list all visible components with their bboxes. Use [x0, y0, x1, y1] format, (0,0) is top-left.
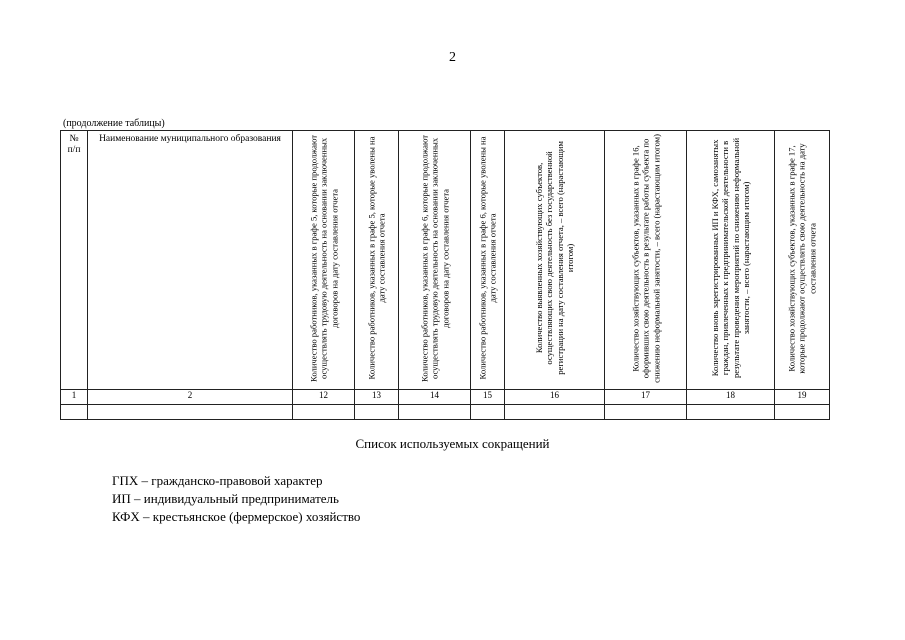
empty-cell — [61, 405, 88, 420]
header-col-17 — [605, 131, 687, 390]
column-index-cell: 14 — [399, 390, 471, 405]
header-col-12-text: Количество работников, указанных в графе 5, которые продолжают осуществлять трудовую деятельность на основании заключенных договоров на дату составления отчета — [307, 134, 339, 382]
empty-cell — [471, 405, 505, 420]
empty-cell — [775, 405, 830, 420]
header-col-17-text: Количество хозяйствующих субъектов, указанных в графе 16, оформивших свою деятельность в результате работы субъекта по снижению неформальной занятости, – всего (нарастающим итогом) — [629, 133, 661, 383]
abbreviation-item: КФХ – крестьянское (фермерское) хозяйство — [112, 509, 361, 524]
column-index-row — [61, 390, 830, 405]
header-col-18 — [687, 131, 775, 390]
header-col-15 — [471, 131, 505, 390]
header-col-15-text: Количество работников, указанных в графе 6, которые уволены на дату составления отчета — [477, 136, 498, 380]
empty-data-row — [61, 405, 830, 420]
empty-cell — [355, 405, 399, 420]
column-index-cell: 16 — [505, 390, 605, 405]
table-continuation-label: (продолжение таблицы) — [63, 118, 165, 129]
abbreviations-title: Список используемых сокращений — [355, 436, 550, 451]
column-index-cell: 17 — [605, 390, 687, 405]
abbreviation-item: ГПХ – гражданско-правовой характер — [112, 473, 323, 488]
page-number: 2 — [449, 50, 456, 65]
report-table — [60, 130, 830, 420]
abbreviation-item: ИП – индивидуальный предприниматель — [112, 491, 339, 506]
header-col-18-text: Количество вновь зарегистрированных ИП и КФХ, самозанятых граждан, привлеченных к предпринимательской деятельности в результате проведения мероприятий по снижению неформальной занятости, – всего (нарастающим итогом) — [709, 137, 751, 379]
column-index-cell: 1 — [61, 390, 88, 405]
abbreviations-list — [112, 472, 360, 526]
header-col-19-text: Количество хозяйствующих субъектов, указанных в графе 17, которые продолжают осуществлять свою деятельность на дату составления отчета — [786, 142, 818, 374]
column-index-cell: 12 — [293, 390, 355, 405]
header-col-13-text: Количество работников, указанных в графе 5, которые уволены на дату составления отчета — [366, 136, 387, 380]
header-row-number-text: № п/п — [67, 134, 81, 155]
empty-cell — [687, 405, 775, 420]
column-index-cell: 15 — [471, 390, 505, 405]
header-row-number — [61, 131, 88, 390]
empty-cell — [399, 405, 471, 420]
column-index-cell: 2 — [88, 390, 293, 405]
header-col-16-text: Количество выявленных хозяйствующих субъектов, осуществляющих свою деятельность без государственной регистрации на дату составления отчета, – всего (нарастающим итогом) — [533, 141, 575, 375]
header-col-12 — [293, 131, 355, 390]
column-index-cell: 19 — [775, 390, 830, 405]
header-col-14-text: Количество работников, указанных в графе 6, которые продолжают осуществлять трудовую деятельность на основании заключенных договоров на дату составления отчета — [418, 134, 450, 382]
empty-cell — [605, 405, 687, 420]
table-header-row — [61, 131, 830, 390]
column-index-cell: 18 — [687, 390, 775, 405]
column-index-cell: 13 — [355, 390, 399, 405]
header-col-19 — [775, 131, 830, 390]
header-col-14 — [399, 131, 471, 390]
empty-cell — [293, 405, 355, 420]
empty-cell — [88, 405, 293, 420]
header-col-16 — [505, 131, 605, 390]
header-municipality-name: Наименование муниципального образования — [88, 131, 293, 390]
header-col-13 — [355, 131, 399, 390]
empty-cell — [505, 405, 605, 420]
